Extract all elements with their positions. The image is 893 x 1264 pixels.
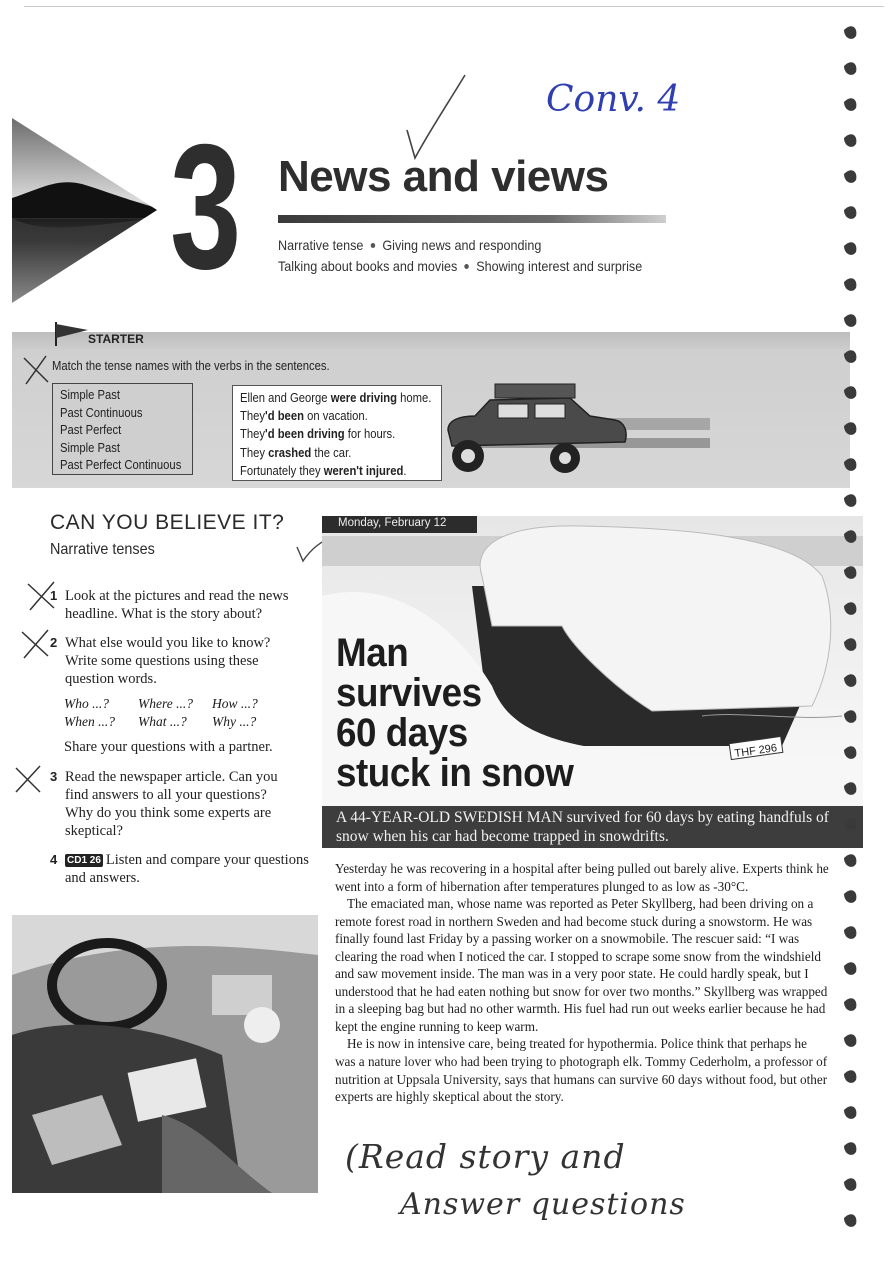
handwritten-note-top: Conv. 4 — [546, 79, 681, 120]
task-text: What else would you like to know? Write some questions using these question words. — [65, 635, 271, 687]
question-word: How ...? — [212, 696, 258, 711]
spiral-ring-icon — [844, 98, 856, 111]
sentence-verb: crashed — [268, 445, 312, 460]
question-word: When ...? — [64, 714, 115, 729]
spiral-ring-icon — [844, 350, 856, 363]
sentence-text: on vacation. — [303, 409, 368, 424]
starter-instruction: Match the tense names with the verbs in the sentences. — [52, 359, 330, 373]
tense-name: Past Perfect Continuous — [60, 458, 182, 472]
spiral-ring-icon — [844, 386, 856, 399]
spiral-ring-icon — [844, 242, 856, 255]
handwritten-note-line-1: (Read story and — [345, 1137, 626, 1176]
topics-line-1 — [278, 237, 541, 254]
spiral-ring-icon — [844, 1214, 856, 1227]
sentence-text: the car. — [311, 445, 352, 460]
article-paragraph: Yesterday he was recovering in a hospital after being pulled out barely alive. Experts think he went into a form of hibernation after temperatures plunged to as low as -30°C. — [335, 861, 829, 894]
spiral-ring-icon — [844, 710, 856, 723]
task-text — [65, 851, 310, 887]
bullet-icon — [371, 243, 376, 248]
sentence — [240, 389, 432, 407]
sentence-verb: 'd been — [265, 409, 304, 424]
spiral-ring-icon — [844, 206, 856, 219]
headline-line: 60 days — [336, 711, 468, 755]
bullet-icon — [465, 264, 470, 269]
spiral-binding-icon — [838, 18, 868, 1248]
handwritten-x-mark-icon — [18, 626, 54, 660]
unit-number: 3 — [170, 107, 237, 306]
spiral-ring-icon — [844, 422, 856, 435]
handwritten-x-mark-icon — [12, 762, 48, 796]
spiral-ring-icon — [844, 746, 856, 759]
article-headline — [336, 633, 573, 793]
headline-line: stuck in snow — [336, 751, 574, 795]
task-number: 3 — [50, 769, 58, 784]
task-text: Read the newspaper article. Can you find answers to all your questions? Why do you think some experts are skeptical? — [65, 769, 278, 839]
sentence — [240, 462, 421, 480]
article-deck: A 44-YEAR-OLD SWEDISH MAN survived for 60 days by eating handfuls of snow when his car had become trapped in snowdrifts. — [336, 809, 829, 845]
spiral-ring-icon — [844, 890, 856, 903]
spiral-ring-icon — [844, 134, 856, 147]
task-1 — [50, 587, 310, 627]
spiral-ring-icon — [844, 278, 856, 291]
spiral-ring-icon — [844, 566, 856, 579]
handwritten-x-mark-icon — [18, 352, 54, 386]
flag-icon — [52, 320, 92, 346]
sentence-text: Fortunately they — [240, 463, 324, 478]
spiral-ring-icon — [844, 26, 856, 39]
sentences-box — [232, 385, 442, 481]
tense-name: Past Continuous — [60, 405, 143, 420]
section-title: CAN YOU BELIEVE IT? — [50, 511, 285, 534]
sentence-verb: weren't injured — [323, 463, 404, 478]
topic-books-movies: Talking about books and movies — [278, 258, 458, 274]
task-number: 4 — [50, 852, 58, 867]
sentence-text: home. — [396, 391, 432, 405]
handwritten-note-line-2: Answer questions — [400, 1187, 686, 1222]
starter-label: STARTER — [88, 332, 144, 346]
sentence-text: They — [240, 427, 266, 442]
question-word: Who ...? — [64, 696, 109, 711]
spiral-ring-icon — [844, 854, 856, 867]
topic-narrative-tense: Narrative tense — [278, 237, 364, 253]
spiral-ring-icon — [844, 314, 856, 327]
topic-giving-news: Giving news and responding — [382, 237, 542, 253]
article-body — [335, 860, 830, 1106]
sentence-verb: were driving — [330, 391, 397, 405]
license-plate: THF 296 — [733, 742, 778, 760]
share-instruction: Share your questions with a partner. — [64, 739, 273, 755]
spiral-ring-icon — [844, 530, 856, 543]
handwritten-checkmark-icon — [395, 70, 475, 165]
task-3 — [50, 768, 310, 840]
article-paragraph: He is now in intensive care, being treated for hypothermia. Police think that perhaps he was a nature lover who had been trying to photograph elk. Tommy Cederholm, a professor of nutrition at Uppsala University, says that humans can survive 60 days without food, but other experts are highly skeptical about the story. — [335, 1036, 828, 1105]
topics-line-2 — [278, 258, 642, 275]
sentence-text: for hours. — [344, 427, 396, 442]
spiral-ring-icon — [844, 818, 856, 831]
car-interior-photo — [12, 915, 318, 1193]
spiral-ring-icon — [844, 1034, 856, 1047]
tense-name: Simple Past — [60, 440, 121, 455]
spiral-ring-icon — [844, 1178, 856, 1191]
spiral-ring-icon — [844, 998, 856, 1011]
sentence — [240, 444, 421, 462]
spiral-ring-icon — [844, 782, 856, 795]
unit-title: News and views — [278, 152, 609, 201]
tense-names-box — [52, 383, 193, 475]
task-number: 2 — [50, 635, 58, 650]
spiral-ring-icon — [844, 458, 856, 471]
sentence-text: They — [240, 445, 269, 460]
sentence — [240, 425, 421, 443]
question-words — [64, 695, 284, 731]
headline-line: Man — [336, 631, 409, 675]
task-text-content: Listen and compare your questions and answers. — [65, 852, 309, 886]
tense-name: Simple Past — [60, 388, 121, 402]
handwritten-x-mark-icon — [24, 578, 60, 612]
task-2 — [50, 634, 310, 690]
question-word: Where ...? — [138, 696, 193, 711]
sentence-verb: 'd been driving — [265, 427, 345, 442]
spiral-ring-icon — [844, 602, 856, 615]
title-underline — [278, 215, 666, 223]
task-number: 1 — [50, 588, 58, 603]
car-illustration-icon — [440, 380, 710, 475]
topic-interest-surprise: Showing interest and surprise — [476, 258, 643, 274]
task-4 — [50, 851, 310, 891]
section-subtitle: Narrative tenses — [50, 541, 155, 558]
spiral-ring-icon — [844, 962, 856, 975]
spiral-ring-icon — [844, 638, 856, 651]
audio-track-badge: CD1 26 — [67, 855, 101, 866]
task-text: Look at the pictures and read the news headline. What is the story about? — [65, 588, 289, 622]
tense-name: Past Perfect — [60, 423, 122, 437]
spiral-ring-icon — [844, 674, 856, 687]
sentence-text: They — [240, 409, 266, 424]
page-top-edge — [24, 6, 884, 7]
unit-header-landscape-triangle — [12, 118, 157, 303]
spiral-ring-icon — [844, 170, 856, 183]
spiral-ring-icon — [844, 1070, 856, 1083]
headline-line: survives — [336, 671, 482, 715]
article-date: Monday, February 12 — [338, 517, 447, 529]
spiral-ring-icon — [844, 926, 856, 939]
spiral-ring-icon — [844, 62, 856, 75]
sentence-text: Ellen and George — [240, 391, 331, 405]
spiral-ring-icon — [844, 494, 856, 507]
spiral-ring-icon — [844, 1142, 856, 1155]
spiral-ring-icon — [844, 1106, 856, 1119]
sentence-text: . — [403, 463, 407, 478]
article-paragraph: The emaciated man, whose name was reported as Peter Skyllberg, had been driving on a remote forest road in northern Sweden and had become stuck during a snowstorm. He was finally found last Friday by a passing worker on a snowmobile. The rescuer said: “I was clearing the road when I noticed the car. I stopped to scrape some snow from the windshield and saw movement inside. The man was in a very poor state. He could hardly speak, but I understood that he had eaten nothing but snow for over two months.” Skyllberg was wrapped in a sleeping bag but had no other warmth. His fuel had run out weeks earlier because he had kept the engine running to keep warm. — [335, 896, 828, 1034]
question-word: What ...? — [138, 714, 187, 729]
question-word: Why ...? — [212, 714, 257, 729]
sentence — [240, 407, 421, 425]
